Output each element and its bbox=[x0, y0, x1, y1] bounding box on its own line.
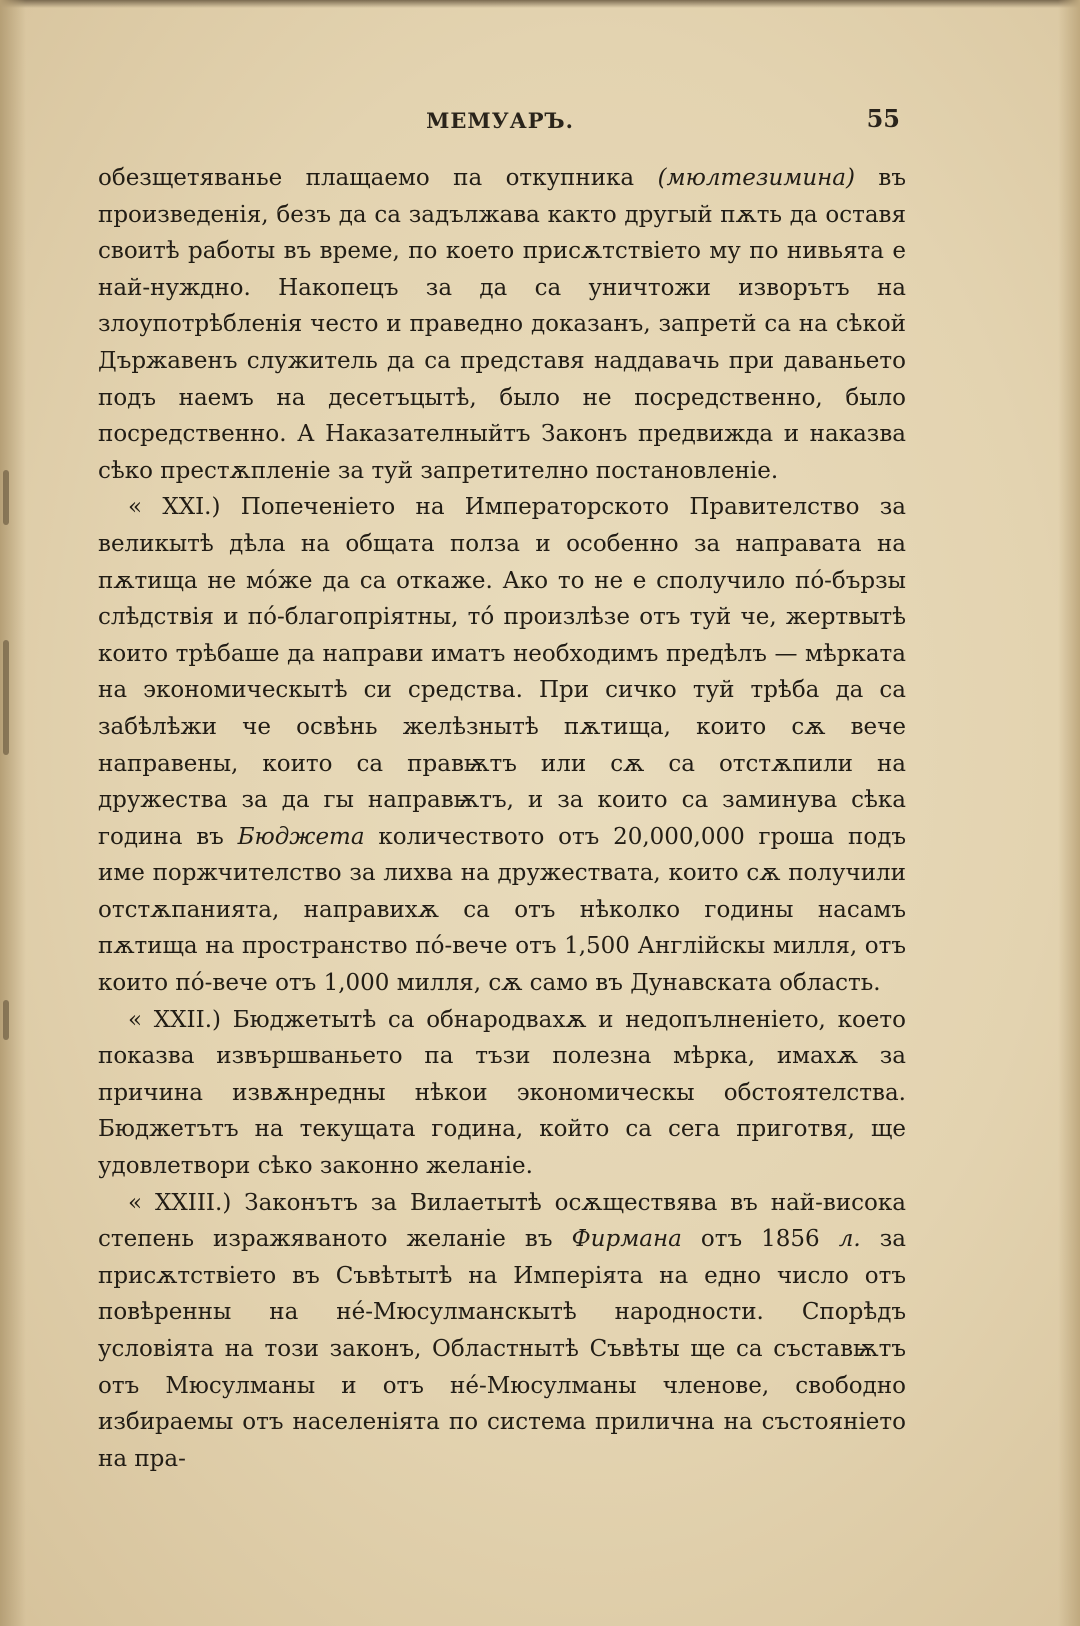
page-number: 55 bbox=[866, 104, 900, 133]
page-header bbox=[100, 104, 900, 140]
text-run: « XXIII.) Законътъ за Вилаетытѣ осѫществява въ най-висока степень изражяваното желаніе въ bbox=[98, 1189, 906, 1253]
paragraph bbox=[98, 489, 906, 1001]
running-title: МЕМУАРЪ. bbox=[426, 108, 574, 133]
text-run: « XXI.) Попеченіето на Императорското Правителство за великытѣ дѣла на общата полза и особенно за направата на пѫтища не мóже да са откаже. Ако то не е сполучило пó-бързы слѣдствія и пó-благопріятны, тó произлѣзе отъ туй че, жертвытѣ които трѣбаше да направи иматъ необходимъ предѣлъ — мѣрката на экономическытѣ си средства. При сичко туй трѣба да са забѣлѣжи че освѣнь желѣзнытѣ пѫтища, които сѫ вече направены, които са правѭтъ или сѫ са отстѫпили на дружества за да гы направѭтъ, и за които са заминува сѣка година въ bbox=[98, 494, 906, 850]
text-run: за присѫтствіето въ Съвѣтытѣ на Имперіята на едно число отъ повѣренны на нé-Мюсулманскытѣ народности. Спорѣдъ условіята на този законъ, Областнытѣ Съвѣты ще са съставѭтъ отъ Мюсулманы и отъ нé-Мюсулманы членове, свободно избираемы отъ населеніята по система прилична на състояніето на пра- bbox=[98, 1226, 906, 1472]
margin-stain bbox=[3, 1000, 9, 1040]
text-run: въ произведенія, безъ да са задължава както другый пѫть да оставя своитѣ работы въ време, по което присѫтствіето му по нивьята е най-нуждно. Накопецъ за да са уничтожи изворътъ на злоупотрѣбленія често и праведно доказанъ, запретй са на сѣкой Държавенъ служитель да са представя наддавачь при даваньето подъ наемъ на десетъцытѣ, было не посредственно, было посредственно. А Наказателныйтъ Законъ предвижда и наказва сѣко престѫпленіе за туй запретително постановленіе. bbox=[98, 165, 906, 484]
page-edge-shadow bbox=[1058, 0, 1080, 1626]
margin-stain bbox=[3, 640, 9, 755]
text-run: отъ 1856 bbox=[681, 1226, 839, 1253]
italic-text: л. bbox=[838, 1226, 861, 1253]
margin-stain bbox=[3, 470, 9, 525]
paragraph bbox=[98, 1002, 906, 1185]
italic-text: (мюлтезимина) bbox=[657, 165, 855, 191]
paragraph bbox=[98, 1185, 906, 1478]
page-spine-shadow bbox=[0, 0, 26, 1626]
text-run: « XXII.) Бюджетытѣ са обнародвахѫ и недопълненіето, което показва извършваньето па тъзи полезна мѣрка, имахѫ за причина извѫнредны нѣкои экономическы обстоятелства. Бюджетътъ на текущата година, който са сега приготвя, ще удовлетвори сѣко законно желаніе. bbox=[98, 1006, 906, 1180]
body-text bbox=[98, 160, 906, 1477]
paragraph bbox=[98, 160, 906, 489]
italic-text: Фирмана bbox=[571, 1226, 682, 1253]
italic-text: Бюджета bbox=[237, 823, 365, 850]
text-run: количеството отъ 20,000,000 гроша подъ име поржчителство за лихва на дружествата, които сѫ получили отстѫпанията, направихѫ са отъ нѣколко годины насамъ пѫтища на пространство пó-вече отъ 1,500 Англійскы милля, отъ които пó-вече отъ 1,000 милля, сѫ само въ Дунавската область. bbox=[98, 823, 907, 997]
text-run: обезщетяванье плащаемо па откупника bbox=[98, 165, 658, 191]
